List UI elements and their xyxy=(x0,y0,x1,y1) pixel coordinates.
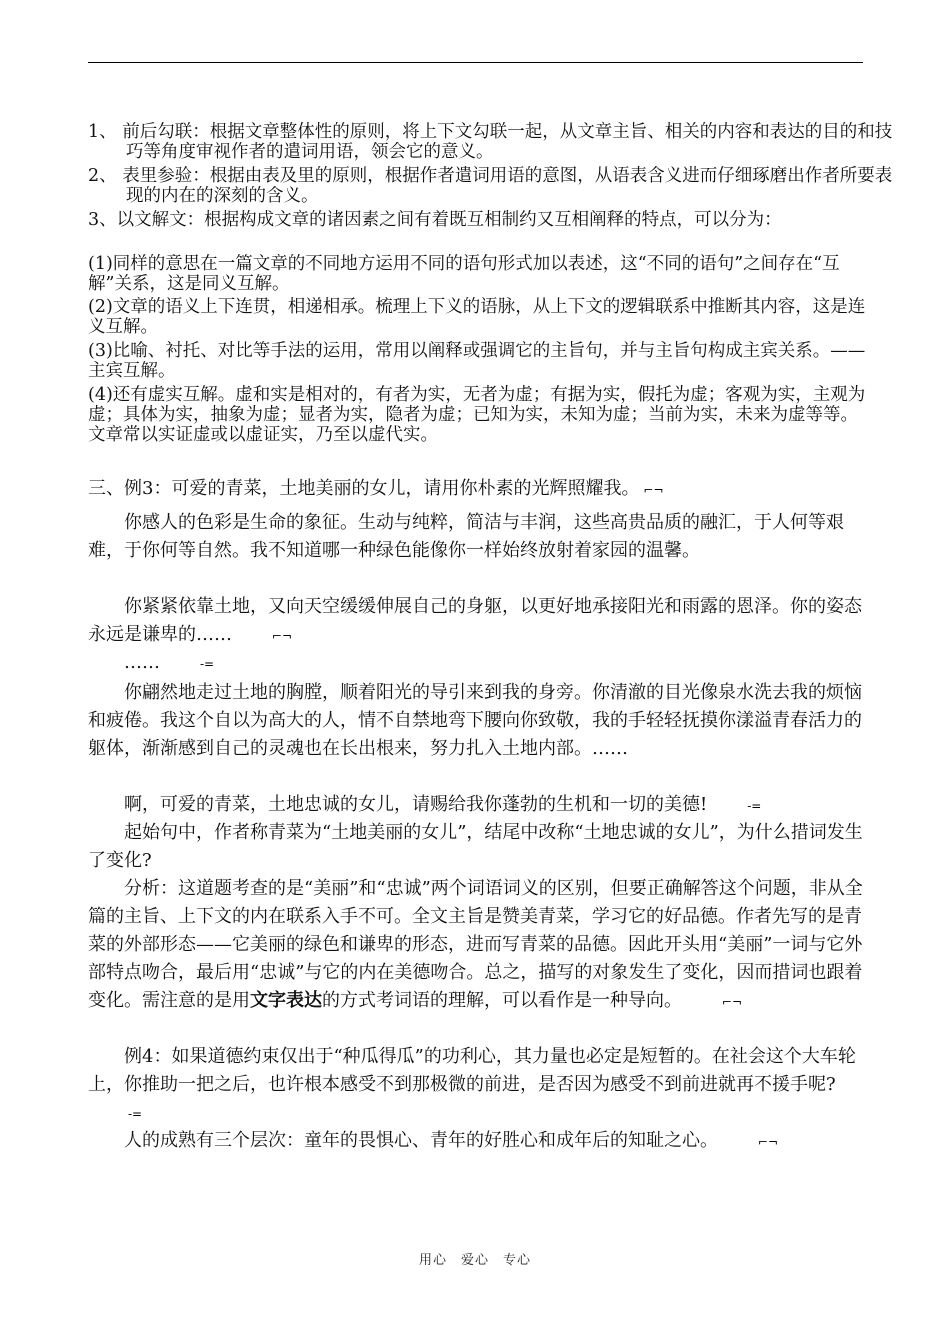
line-break-mark-icon: -= xyxy=(128,1107,143,1121)
paragraph-mark-icon: ⌐¬ xyxy=(272,629,293,643)
example-3-question: 起始句中，作者称青菜为“土地美丽的女儿”，结尾中改称“土地忠诚的女儿”，为什么措词发生了变化? xyxy=(88,822,863,871)
example-3-analysis: 分析：这道题考查的是“美丽”和“忠诚”两个词语词义的区别，但要正确解答这个问题，非从全篇的主旨、上下文的内在联系入手不可。全文主旨是赞美青菜，学习它的好品德。作者先写的是青菜的外部形态——它美丽的绿色和谦卑的形态，进而写青菜的品德。因此开头用“美丽”一词与它外部特点吻合，最后用“忠诚”与它的内在美德吻合。总之，描写的对象发生了变化，因而措词也跟着变化。需注意的是用文字表达的方式考词语的理解，可以看作是一种导向。 ⌐¬ xyxy=(88,878,863,1011)
paragraph-mark-icon: ⌐¬ xyxy=(643,483,664,497)
example-3-heading: 三、例3：可爱的青菜，土地美丽的女儿，请用你朴素的光辉照耀我。 ⌐¬ xyxy=(88,478,664,499)
paragraph-mark-icon: ⌐¬ xyxy=(758,1135,779,1149)
example-3-paragraph-4: 你翩然地走过土地的胸膛，顺着阳光的导引来到我的身旁。你清澈的目光像泉水洗去我的烦恼和疲倦。我这个自以为高大的人，情不自禁地弯下腰向你致敬，我的手轻轻抚摸你漾溢青春活力的躯体，渐渐感到自己的灵魂也在长出根来，努力扎入土地内部。…… xyxy=(88,682,862,759)
line-break-mark-icon: -= xyxy=(747,799,762,813)
example-3-paragraph-2: 你紧紧依靠土地，又向天空缓缓伸展自己的身躯，以更好地承接阳光和雨露的恩泽。你的姿态永远是谦卑的…… ⌐¬ xyxy=(88,596,862,645)
emphasis-text: 文字表达 xyxy=(250,990,322,1011)
method-3-item-4: (4)还有虚实互解。虚和实是相对的，有者为实，无者为虚；有据为实，假托为虚；客观为实，主观为虚；具体为实，抽象为虚；显者为实，隐者为虚；已知为实，未知为虚；当前为实，未来为虚等等。文章常以实证虚或以虚证实，乃至以虚代实。 xyxy=(88,385,866,445)
example-3-paragraph-1: 你感人的色彩是生命的象征。生动与纯粹，简洁与丰润，这些高贵品质的融汇，于人何等艰难，于你何等自然。我不知道哪一种绿色能像你一样始终放射着家园的温馨。 xyxy=(88,512,844,561)
method-3-item-3: (3)比喻、衬托、对比等手法的运用，常用以阐释或强调它的主旨句，并与主旨句构成主宾关系。——主宾互解。 xyxy=(88,341,866,381)
method-2: 2、 表里参验：根据由表及里的原则，根据作者遣词用语的意图，从语表含义进而仔细琢磨出作者所要表现的内在的深刻的含义。 xyxy=(88,166,893,206)
example-4-paragraph-1: 例4：如果道德约束仅出于“种瓜得瓜”的功利心，其力量也必定是短暂的。在社会这个大车轮上，你推助一把之后，也许根本感受不到那极微的前进，是否因为感受不到前进就再不援手呢?-= xyxy=(88,1046,856,1121)
method-1: 1、 前后勾联：根据文章整体性的原则，将上下文勾联一起，从文章主旨、相关的内容和表达的目的和技巧等角度审视作者的遣词用语，领会它的意义。 xyxy=(88,122,893,162)
example-3-paragraph-5: 啊，可爱的青菜，土地忠诚的女儿，请赐给我你蓬勃的生机和一切的美德! -= xyxy=(124,794,762,815)
method-3-item-2: (2)文章的语义上下连贯，相递相承。梳理上下义的语脉，从上下文的逻辑联系中推断其内容，这是连义互解。 xyxy=(88,297,866,337)
paragraph-mark-icon: ⌐¬ xyxy=(722,995,743,1009)
method-3: 3、以文解文：根据构成文章的诸因素之间有着既互相制约又互相阐释的特点，可以分为： xyxy=(88,210,782,230)
example-4-paragraph-2: 人的成熟有三个层次：童年的畏惧心、青年的好胜心和成年后的知耻之心。 ⌐¬ xyxy=(124,1130,779,1151)
method-3-item-1: (1)同样的意思在一篇文章的不同地方运用不同的语句形式加以表述，这“不同的语句”之间存在“互解”关系，这是同义互解。 xyxy=(88,254,840,294)
header-rule xyxy=(88,62,863,63)
page-footer: 用心 爱心 专心 xyxy=(418,1253,531,1268)
line-break-mark-icon: -= xyxy=(200,657,215,671)
example-3-ellipsis: …… -= xyxy=(124,652,215,673)
